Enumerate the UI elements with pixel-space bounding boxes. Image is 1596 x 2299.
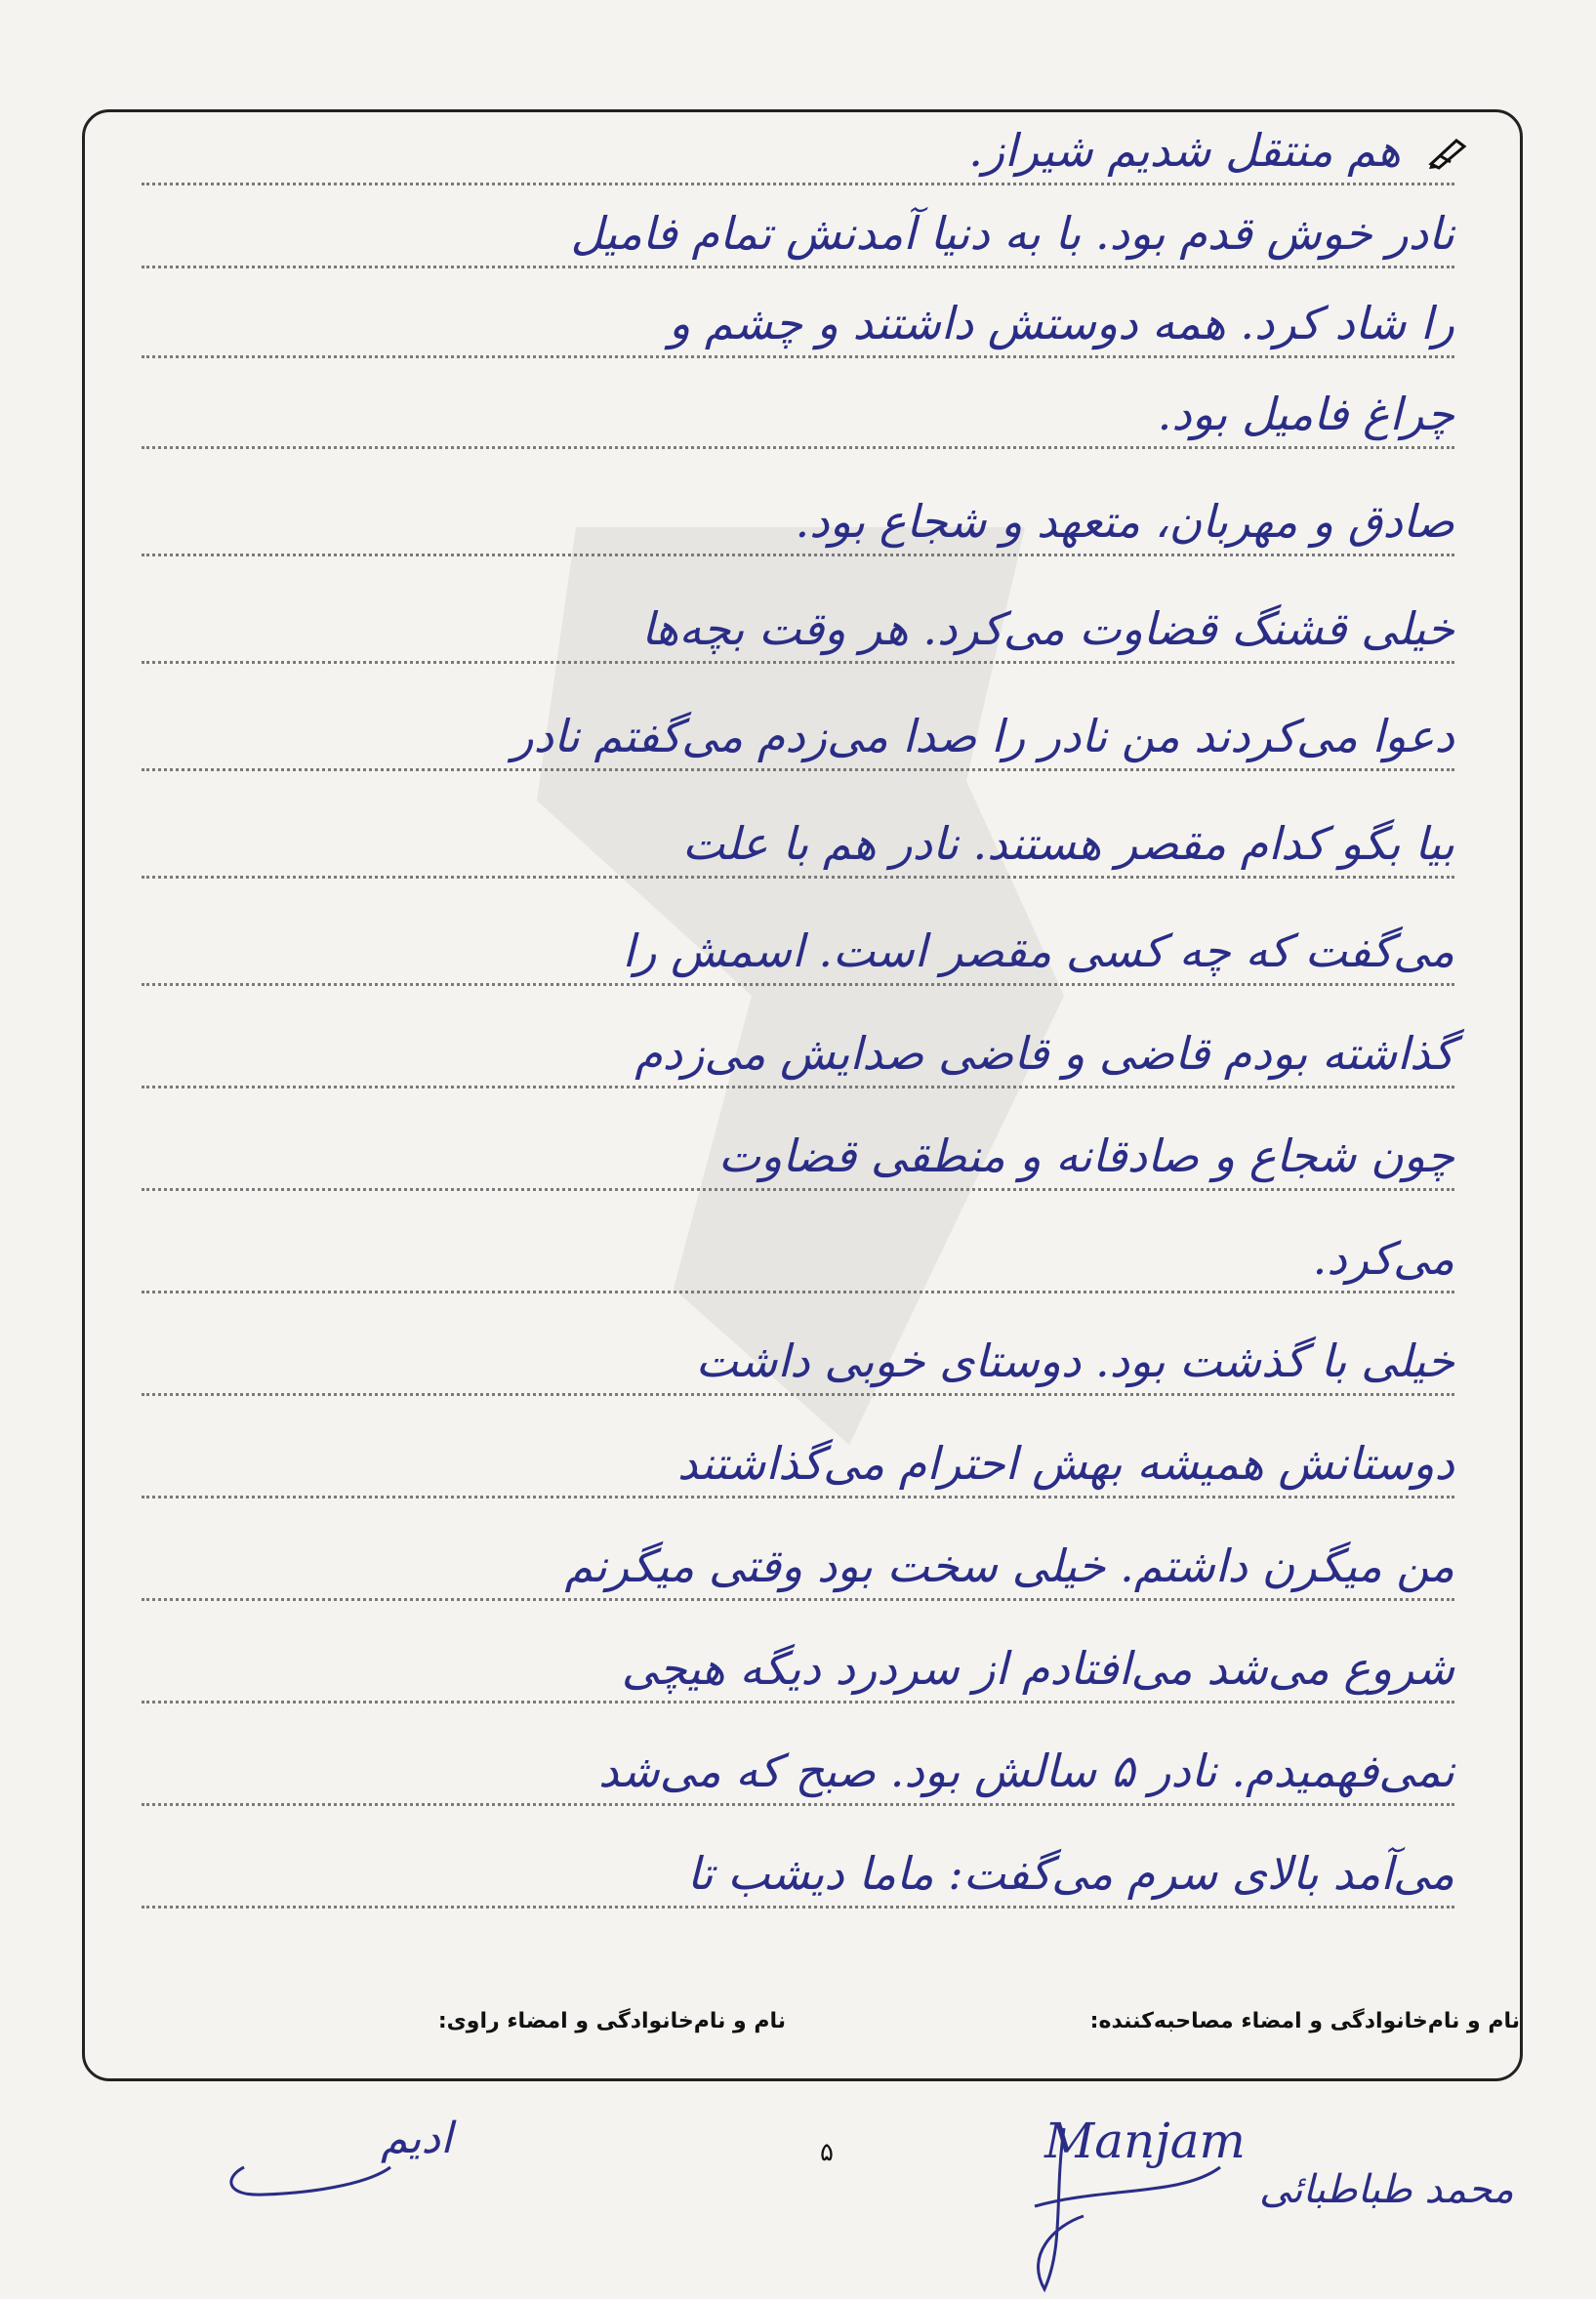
line-text: هم منتقل شدیم شیراز. [968, 124, 1401, 177]
line-text: بیا بگو کدام مقصر هستند. نادر هم با علت [681, 817, 1454, 870]
line-text: من میگرن داشتم. خیلی سخت بود وقتی میگرنم [564, 1540, 1454, 1592]
text-line [142, 1225, 1454, 1293]
line-text: خیلی قشنگ قضاوت می‌کرد. هر وقت بچه‌ها [641, 602, 1454, 655]
line-text: دوستانش همیشه بهش احترام می‌گذاشتند [676, 1437, 1454, 1490]
text-line [142, 1123, 1454, 1191]
text-line [142, 918, 1454, 986]
text-line [142, 1328, 1454, 1396]
text-line [142, 703, 1454, 771]
text-line [142, 595, 1454, 664]
page-number: ۵ [820, 2138, 834, 2167]
line-text: صادق و مهربان، متعهد و شجاع بود. [795, 495, 1454, 548]
line-text: می‌گفت که چه کسی مقصر است. اسمش را [622, 924, 1454, 977]
text-line [142, 1430, 1454, 1498]
line-text: را شاد کرد. همه دوستش داشتند و چشم و [669, 297, 1454, 349]
text-line [142, 1738, 1454, 1806]
text-line [142, 1533, 1454, 1601]
interviewer-signature-label: نام و نام‌خانوادگی و امضاء مصاحبه‌کننده: [1089, 2009, 1520, 2033]
line-text: چون شجاع و صادقانه و منطقی قضاوت [717, 1129, 1454, 1182]
narrator-signature-label: نام و نام‌خانوادگی و امضاء راوی: [437, 2009, 786, 2033]
interviewer-signature [986, 2089, 1279, 2299]
narrator-signature-text: ادیم [381, 2114, 453, 2163]
line-text: نادر خوش قدم بود. با به دنیا آمدنش تمام فامیل [570, 207, 1454, 260]
text-line [142, 290, 1454, 358]
text-line [142, 200, 1454, 268]
narrator-signature [205, 2099, 453, 2206]
line-text: می‌کرد. [1312, 1232, 1454, 1285]
text-line [142, 810, 1454, 879]
line-text: دعوا می‌کردند من نادر را صدا می‌زدم می‌گفتم نادر [512, 710, 1454, 762]
line-text: شروع می‌شد می‌افتادم از سردرد دیگه هیچی [621, 1642, 1454, 1695]
text-line [142, 117, 1454, 185]
line-text: چراغ فامیل بود. [1157, 388, 1454, 440]
line-text: می‌آمد بالای سرم می‌گفت: ماما دیشب تا [686, 1847, 1454, 1900]
text-line [142, 1635, 1454, 1704]
text-line [142, 381, 1454, 449]
line-text: گذاشته بودم قاضی و قاضی صدایش می‌زدم [634, 1027, 1454, 1080]
line-text: خیلی با گذشت بود. دوستای خوبی داشت [695, 1334, 1454, 1387]
line-text: نمی‌فهمیدم. نادر ۵ سالش بود. صبح که می‌شد [597, 1745, 1454, 1797]
text-line [142, 488, 1454, 556]
text-line [142, 1020, 1454, 1088]
interviewer-name-handwritten: محمد طباطبائی [1259, 2167, 1514, 2212]
text-line [142, 1840, 1454, 1909]
interviewer-signature-scribble: Manjam [1044, 2113, 1246, 2169]
